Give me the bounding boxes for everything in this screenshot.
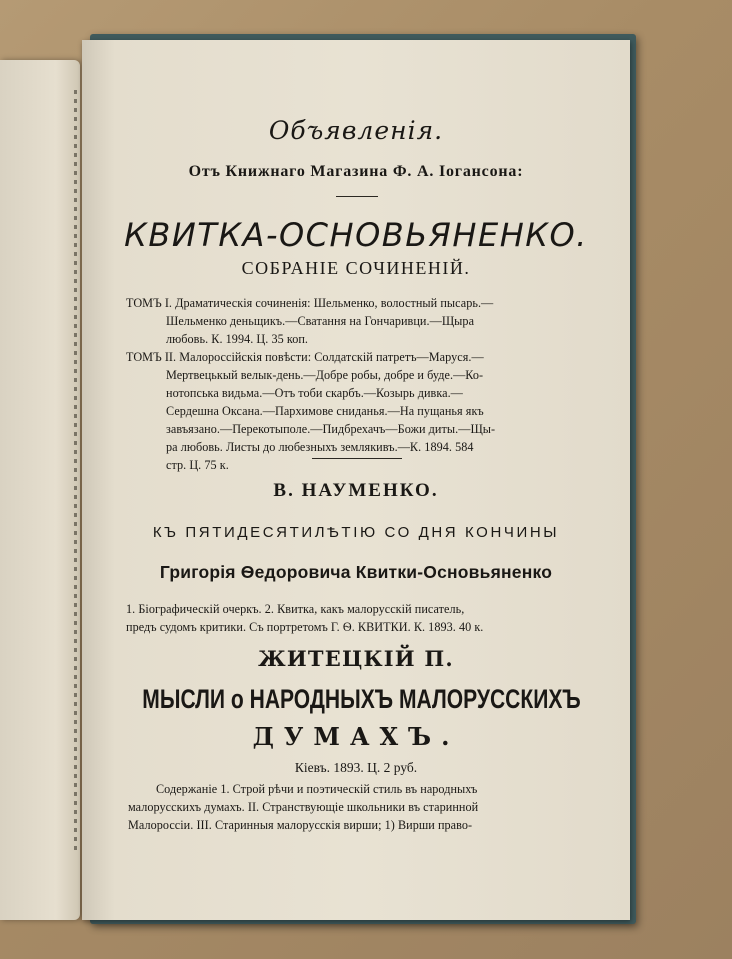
zhitetsky-title-1: МЫСЛИ о НАРОДНЫХЪ МАЛОРУССКИХЪ bbox=[142, 684, 581, 714]
shop-heading: Отъ Книжнаго Магазина Ф. А. Іогансона: bbox=[188, 163, 524, 180]
zhitetsky-imprint: Кіевъ. 1893. Ц. 2 руб. bbox=[294, 760, 418, 775]
announcements-title: Объявленія. bbox=[268, 116, 444, 145]
kvitka-author: КВИТКА-ОСНОВЬЯНЕНКО. bbox=[124, 216, 588, 254]
kvitka-line: ра любовь. Листы до любезныхъ землякивъ.—К. 1894. 584 bbox=[166, 440, 474, 454]
naumenko-detail: 1. Біографическій очеркъ. 2. Квитка, какъ малорусскій писатель, bbox=[126, 602, 465, 616]
kvitka-line: Сердешна Оксана.—Пархимове сниданья.—На пущанья якъ bbox=[166, 404, 484, 418]
kvitka-line: Мертвецькый велык-день.—Добре робы, добре и буде.—Ко- bbox=[166, 368, 484, 382]
naumenko-line-1: КЪ ПЯТИДЕСЯТИЛѢТІЮ СО ДНЯ КОНЧИНЫ bbox=[152, 524, 560, 541]
kvitka-line: ТОМЪ II. Малороссійскія повѣсти: Солдатскій патретъ—Маруся.— bbox=[126, 350, 484, 364]
naumenko-detail: предъ судомъ критики. Съ портретомъ Г. Ѳ. КВИТКИ. К. 1893. 40 к. bbox=[126, 620, 484, 634]
zhitetsky-author: ЖИТЕЦКІЙ П. bbox=[258, 646, 454, 671]
zhitetsky-contents: Содержаніе 1. Строй рѣчи и поэтическій стиль въ народныхъ bbox=[156, 782, 478, 796]
divider bbox=[312, 458, 402, 459]
kvitka-line: нотопська видьма.—Отъ тоби скарбъ.—Козырь дивка.— bbox=[166, 386, 463, 400]
zhitetsky-contents: Малороссіи. III. Старинныя малорусскія вирши; 1) Вирши право- bbox=[128, 818, 473, 832]
kvitka-line: любовь. К. 1994. Ц. 35 коп. bbox=[166, 332, 309, 346]
kvitka-line: стр. Ц. 75 к. bbox=[166, 458, 229, 472]
naumenko-line-2: Григорія Ѳедоровича Квитки-Основьяненко bbox=[159, 562, 553, 582]
divider bbox=[336, 196, 378, 197]
naumenko-author: В. НАУМЕНКО. bbox=[273, 480, 439, 501]
left-page-edge bbox=[0, 60, 80, 920]
kvitka-line: Шельменко деньщикъ.—Сватання на Гончаривци.—Щыра bbox=[166, 314, 475, 328]
zhitetsky-title-2: ДУМАХЪ. bbox=[252, 722, 460, 751]
book-page bbox=[82, 40, 630, 920]
zhitetsky-contents: малорусскихъ думахъ. II. Странствующіе школьники въ старинной bbox=[128, 800, 479, 814]
kvitka-line: завъязано.—Перекотыполе.—Пидбрехачъ—Божи диты.—Щы- bbox=[166, 422, 496, 436]
kvitka-subtitle: СОБРАНІЕ СОЧИНЕНІЙ. bbox=[241, 258, 471, 278]
kvitka-line: ТОМЪ I. Драматическія сочиненія: Шельменко, волостный пысарь.— bbox=[126, 296, 494, 310]
binding-stitch bbox=[74, 90, 77, 850]
